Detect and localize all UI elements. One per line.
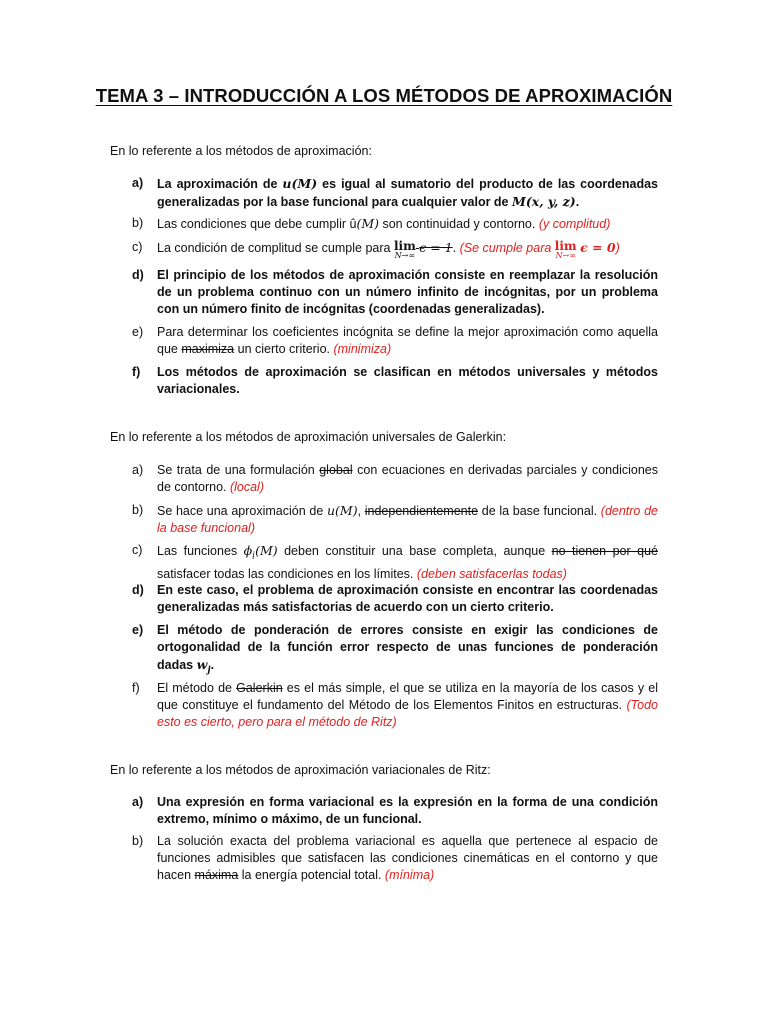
s3-item-b: b) La solución exacta del problema variacional es aquella que pertenece al espacio de funciones admisibles que satisfacen las condiciones cinemáticas en el contorno y que hacen máxima la energía potencial total. (mínima): [132, 834, 658, 882]
s1-item-d: d) El principio de los métodos de aproximación consiste en reemplazar la resolución de un problema continuo con un número infinito de incógnitas, por un problema con un número finito de incógnitas (coordenadas generalizadas).: [132, 268, 658, 316]
s2-item-e: e) El método de ponderación de errores consiste en exigir las condiciones de ortogonalidad de la función error respecto de unas funciones de ponderación dadas $w_j$.: [132, 623, 658, 676]
section-2-intro: En lo referente a los métodos de aproximación universales de Galerkin:: [110, 430, 507, 444]
s2-item-c: c) Las funciones $\phi_i(M)$ deben constituir una base completa, aunque no tienen por qué satisfacer todas las condiciones en los límites. (deben satisfacerlas todas): [132, 543, 658, 581]
section-1-intro: En lo referente a los métodos de aproximación:: [110, 144, 372, 158]
section-3-intro: En lo referente a los métodos de aproximación variacionales de Ritz:: [110, 763, 491, 777]
document-title: TEMA 3 – INTRODUCCIÓN A LOS MÉTODOS DE APROXIMACIÓN: [95, 85, 673, 106]
s1-item-b: b) Las condiciones que debe cumplir û(M) son continuidad y contorno. (y complitud): [132, 216, 611, 231]
s1-item-a: a) La aproximación de u(M) es igual al sumatorio del producto de las coordenadas generalizadas por la base funcional para cualquier valor de M(x, y, z).: [132, 176, 658, 209]
s1-item-f: f) Los métodos de aproximación se clasifican en métodos universales y métodos variacionales.: [132, 365, 658, 396]
s2-item-b: b) Se hace una aproximación de u(M), independientemente de la base funcional. (dentro de la base funcional): [132, 503, 658, 535]
s1-item-c: c) La condición de complitud se cumple para lim N→∞ ϵ = 1. (Se cumple para lim N→∞ ϵ = 0): [132, 239, 620, 260]
s2-item-f: f) El método de Galerkin es el más simple, el que se utiliza en la mayoría de los casos y el que constituye el fundamento del Método de los Elementos Finitos en estructuras. (Todo esto es cierto, pero para el método de Ritz): [132, 681, 658, 729]
s3-item-a: a) Una expresión en forma variacional es la expresión en la forma de una condición extremo, mínimo o máximo, de un funcional.: [132, 795, 658, 826]
s2-item-d: d) En este caso, el problema de aproximación consiste en encontrar las coordenadas generalizadas más satisfactorias de acuerdo con un cierto criterio.: [132, 583, 658, 614]
s1-item-e: e) Para determinar los coeficientes incógnita se define la mejor aproximación como aquella que maximiza un cierto criterio. (minimiza): [132, 325, 658, 356]
s2-item-a: a) Se trata de una formulación global con ecuaciones en derivadas parciales y condiciones de contorno. (local): [132, 463, 658, 494]
